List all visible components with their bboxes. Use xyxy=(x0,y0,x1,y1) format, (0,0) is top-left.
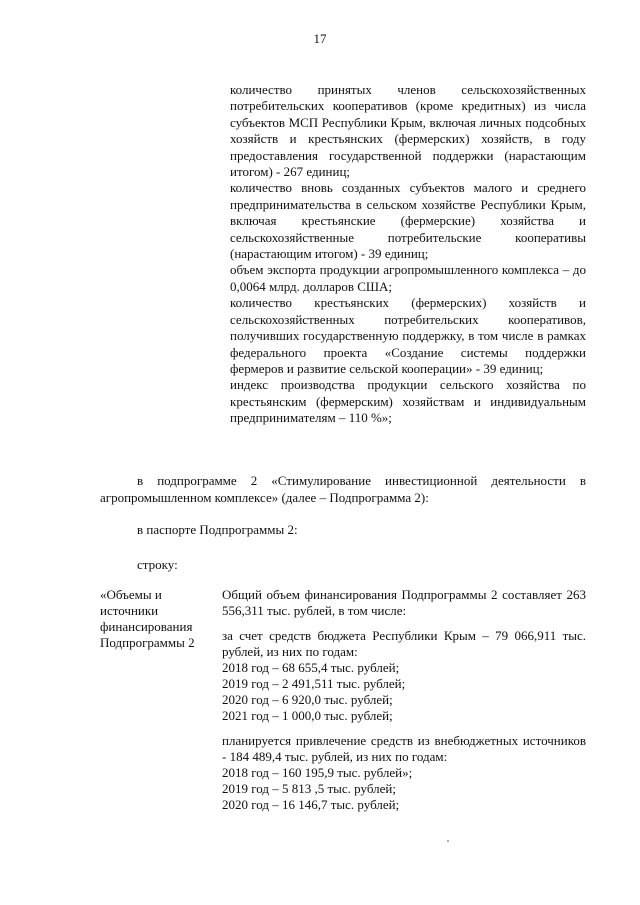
indicator-production-index: индекс производства продукции сельского хозяйства по крестьянским (фермерским) хозяйствам и индивидуальным предпринимателям – 110 %»; xyxy=(230,377,586,426)
row-line: строку: xyxy=(137,557,178,572)
budget-funding-block xyxy=(222,628,586,724)
passport-line: в паспорте Подпрограммы 2: xyxy=(137,522,298,537)
total-funding-block xyxy=(222,587,586,619)
extrabudget-year-2018: 2018 год – 160 195,9 тыс. рублей»; xyxy=(222,765,413,780)
extrabudget-intro: планируется привлечение средств из внебюджетных источников - 184 489,4 тыс. рублей, из них по годам: xyxy=(222,733,586,764)
indicator-supported-farms: количество крестьянских (фермерских) хозяйств и сельскохозяйственных потребительских кооперативов, получивших государственную поддержку, в том числе в рамках федерального проекта «Создание системы поддержки фермеров и развитие сельской кооперации» - 39 единиц; xyxy=(230,295,586,376)
extrabudget-funding-block xyxy=(222,733,586,813)
indicator-new-smb: количество вновь созданных субъектов малого и среднего предпринимательства в сельском хозяйстве Республики Крым, включая крестьянские (фермерские) хозяйства и сельскохозяйственные потребительские кооперативы (нарастающим итогом) - 39 единиц; xyxy=(230,180,586,262)
indicators-list xyxy=(230,82,586,427)
extrabudget-year-2019: 2019 год – 5 813 ,5 тыс. рублей; xyxy=(222,781,396,796)
scan-speck xyxy=(447,840,449,842)
indicator-cooperative-members: количество принятых членов сельскохозяйственных потребительских кооперативов (кроме кредитных) из числа субъектов МСП Республики Крым, включая личных подсобных хозяйств и крестьянских (фермерских) хозяйств, в году предоставления государственной поддержки (нарастающим итогом) - 267 единиц; xyxy=(230,82,586,180)
funding-label-cell: «Объемы и источники финансирования Подпрограммы 2 xyxy=(100,587,195,650)
subprogram-2-paragraph: в подпрограмме 2 «Стимулирование инвестиционной деятельности в агропромышленном комплексе» (далее – Подпрограмма 2): xyxy=(100,473,586,505)
budget-year-2019: 2019 год – 2 491,511 тыс. рублей; xyxy=(222,676,406,691)
funding-content-cell xyxy=(222,587,586,822)
budget-year-2021: 2021 год – 1 000,0 тыс. рублей; xyxy=(222,708,393,723)
extrabudget-year-2020: 2020 год – 16 146,7 тыс. рублей; xyxy=(222,797,400,812)
budget-intro: за счет средств бюджета Республики Крым – 79 066,911 тыс. рублей, из них по годам: xyxy=(222,628,586,659)
budget-year-2018: 2018 год – 68 655,4 тыс. рублей; xyxy=(222,660,400,675)
budget-year-2020: 2020 год – 6 920,0 тыс. рублей; xyxy=(222,692,393,707)
page-number: 17 xyxy=(313,31,327,46)
total-funding-text: Общий объем финансирования Подпрограммы 2 составляет 263 556,311 тыс. рублей, в том числе: xyxy=(222,587,586,618)
indicator-export-volume: объем экспорта продукции агропромышленного комплекса – до 0,0064 млрд. долларов США; xyxy=(230,262,586,294)
